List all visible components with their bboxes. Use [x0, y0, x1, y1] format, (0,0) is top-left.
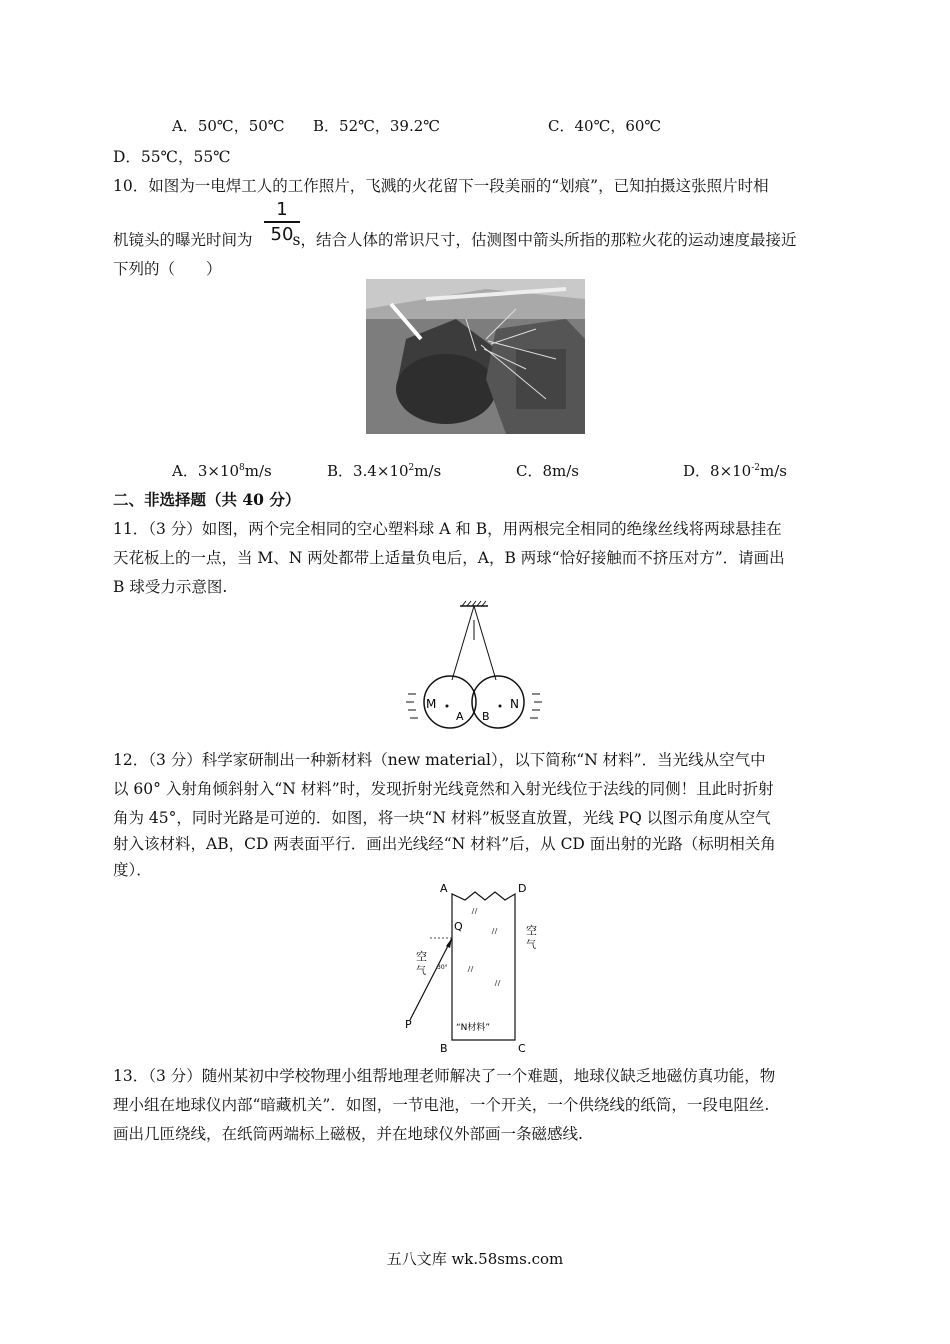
q10-exposure-fraction	[264, 200, 300, 245]
q12-line-3: 角为 45°，同时光路是可逆的．如图，将一块“N 材料”板竖直放置，光线 PQ 以图示角度从空气	[113, 809, 771, 827]
welder-photo	[366, 279, 585, 434]
label-q: Q	[454, 920, 463, 933]
page-footer: 五八文库 wk.58sms.com	[386, 1250, 564, 1268]
fraction-numerator: 1	[276, 199, 288, 220]
q9-option-a: A．50℃，50℃	[172, 117, 285, 135]
q9-option-d: D．55℃，55℃	[113, 148, 231, 166]
q12-line-4: 射入该材料，AB，CD 两表面平行．画出光线经“N 材料”后，从 CD 面出射的光路（标明相关角	[113, 835, 776, 853]
section-2-title: 二、非选择题（共 40 分）	[113, 490, 301, 509]
welder-photo-drawing	[366, 279, 585, 434]
q10-option-d-unit: m/s	[760, 462, 787, 480]
label-c: C	[518, 1042, 526, 1055]
q12-line-5: 度）．	[113, 861, 152, 879]
label-a: A	[456, 710, 464, 723]
q11-line-3: B 球受力示意图.	[113, 578, 228, 596]
label-p: P	[405, 1018, 412, 1031]
q10-line-1: 10．如图为一电焊工人的工作照片，飞溅的火花留下一段美丽的“划痕”，已知拍摄这张照片时相	[113, 177, 769, 195]
label-angle: 30°	[437, 964, 448, 971]
q10-option-d	[683, 460, 787, 481]
q13-line-2: 理小组在地球仪内部“暗藏机关”．如图，一节电池，一个开关，一个供绕线的纸筒，一段电阻丝.	[113, 1096, 770, 1114]
label-b: B	[482, 710, 490, 723]
q10-line-2-before: 机镜头的曝光时间为	[113, 231, 253, 249]
label-m: M	[426, 697, 437, 711]
q10-option-a	[172, 460, 272, 481]
label-material: “N材料”	[456, 1023, 491, 1033]
label-air-left-1: 空	[416, 950, 427, 963]
q9-option-b: B．52℃，39.2℃	[313, 117, 441, 135]
q10-option-b	[327, 460, 441, 481]
q10-line-3: 下列的（ ）	[113, 260, 222, 278]
q12-line-1: 12．（3 分）科学家研制出一种新材料（new material），以下简称“N 材料”．当光线从空气中	[113, 751, 766, 769]
q10-line-2-after: s，结合人体的常识尺寸，估测图中箭头所指的那粒火花的运动速度最接近	[292, 231, 797, 249]
label-a: A	[440, 882, 448, 895]
q10-line-2	[113, 228, 796, 250]
label-air-left-2: 气	[416, 966, 426, 977]
label-d: D	[518, 882, 527, 895]
q13-line-1: 13．（3 分）随州某初中学校物理小组帮地理老师解决了一个难题，地球仪缺乏地磁仿真功能，物	[113, 1067, 776, 1085]
q10-option-c: C．8m/s	[516, 462, 579, 480]
fraction-bar	[264, 221, 300, 223]
q13-line-3: 画出几匝绕线，在纸筒两端标上磁极，并在地球仪外部画一条磁感线.	[113, 1125, 583, 1143]
q12-material-figure	[400, 880, 560, 1055]
q10-option-a-base: A．3×10	[172, 462, 240, 480]
q11-line-2: 天花板上的一点，当 M、N 两处都带上适量负电后，A，B 两球“恰好接触而不挤压对方”．请画出	[113, 549, 785, 567]
q10-option-a-exp: 8	[239, 463, 245, 473]
label-n: N	[510, 697, 519, 711]
q10-option-d-base: D．8×10	[683, 462, 752, 480]
q12-line-2: 以 60° 入射角倾斜射入“N 材料”时，发现折射光线竟然和入射光线位于法线的同侧！且此时折射	[113, 780, 774, 798]
fraction-denominator: 50	[270, 223, 294, 245]
q10-option-b-exp: 2	[408, 463, 415, 473]
charge-marks-left	[406, 694, 418, 718]
q10-option-d-exp: -2	[751, 463, 761, 473]
q11-line-1: 11．（3 分）如图，两个完全相同的空心塑料球 A 和 B，用两根完全相同的绝缘丝线将两球悬挂在	[113, 520, 782, 538]
q10-option-a-unit: m/s	[244, 462, 272, 480]
label-air-right-1: 空	[526, 924, 537, 937]
q10-option-b-unit: m/s	[414, 462, 442, 480]
q11-balls-figure	[400, 598, 550, 733]
charge-marks-right	[530, 694, 542, 718]
q10-option-b-base: B．3.4×10	[327, 462, 409, 480]
label-air-right-2: 气	[526, 940, 536, 951]
q9-option-c: C．40℃，60℃	[548, 117, 662, 135]
label-b: B	[440, 1042, 448, 1055]
